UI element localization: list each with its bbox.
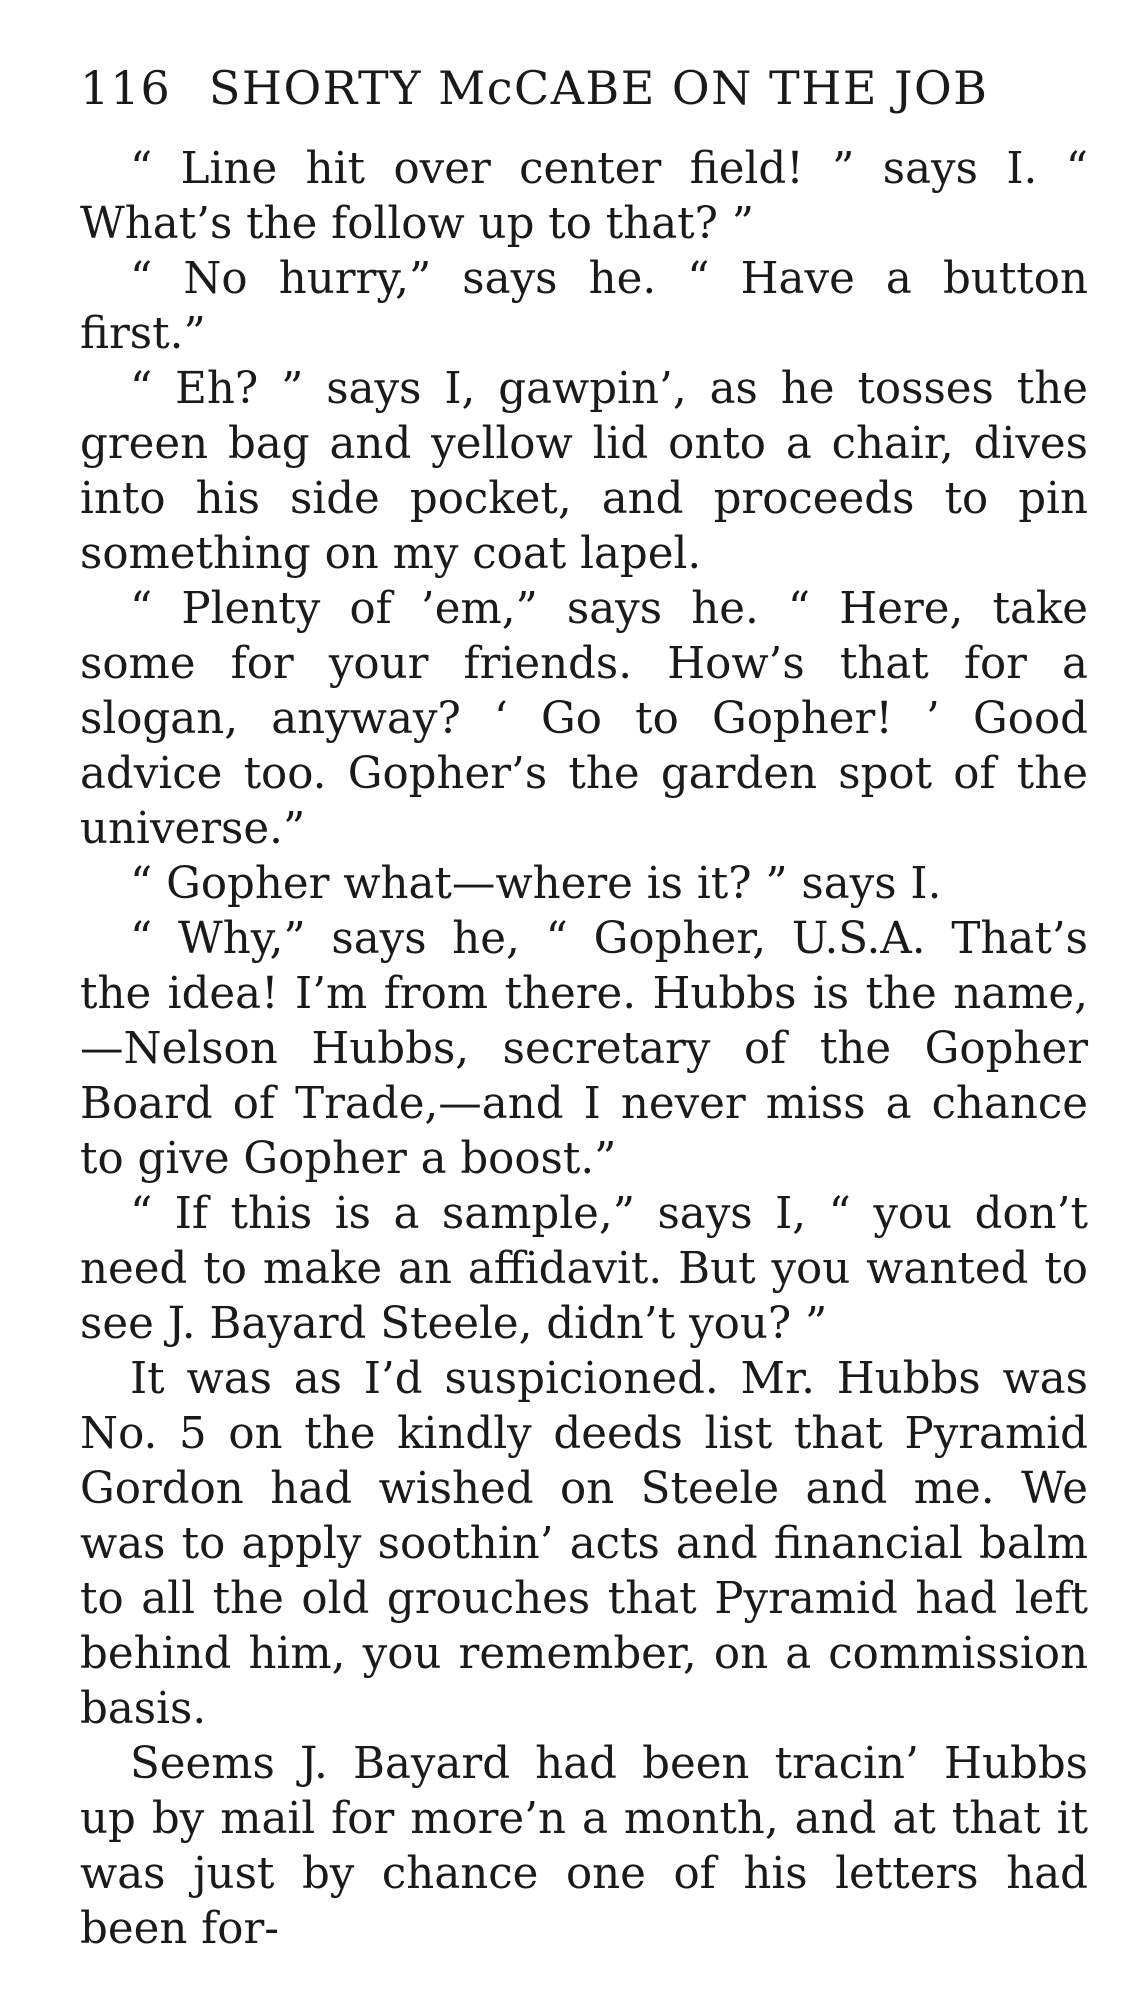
- paragraph-3: “ Eh? ” says I, gawpin’, as he tosses the green bag and yellow lid onto a chair, dives into his side pocket, and proceeds to pin something on my coat lapel.: [80, 364, 1088, 579]
- paragraph-6: “ Why,” says he, “ Gopher, U.S.A. That’s the idea! I’m from there. Hubbs is the name, —Nelson Hubbs, secretary of the Gopher Board of Trade,—and I never miss a chance to give Gopher a boost.”: [80, 914, 1088, 1184]
- page-number: 116: [80, 61, 171, 115]
- paragraph-9: Seems J. Bayard had been tracin’ Hubbs up by mail for more’n a month, and at that it was just by chance one of his letters had been for-: [80, 1739, 1088, 1954]
- paragraph-8: It was as I’d suspicioned. Mr. Hubbs was No. 5 on the kindly deeds list that Pyramid Gordon had wished on Steele and me. We was to apply soothin’ acts and financial balm to all the old grouches that Pyramid had left behind him, you remember, on a commission basis.: [80, 1354, 1088, 1734]
- running-head: [80, 56, 1088, 120]
- paragraph-2: “ No hurry,” says he. “ Have a button first.”: [80, 254, 1088, 359]
- book-page: [80, 56, 1088, 1957]
- paragraph-4: “ Plenty of ’em,” says he. “ Here, take some for your friends. How’s that for a slogan, anyway? ‘ Go to Gopher! ’ Good advice too. Gopher’s the garden spot of the universe.”: [80, 584, 1088, 854]
- body-text: [80, 142, 1088, 1957]
- paragraph-1: “ Line hit over center field! ” says I. “ What’s the follow up to that? ”: [80, 144, 1088, 249]
- running-title: SHORTY McCABE ON THE JOB: [208, 61, 989, 115]
- paragraph-5: “ Gopher what—where is it? ” says I.: [130, 859, 942, 909]
- paragraph-7: “ If this is a sample,” says I, “ you don’t need to make an affidavit. But you wanted to see J. Bayard Steele, didn’t you? ”: [80, 1189, 1088, 1349]
